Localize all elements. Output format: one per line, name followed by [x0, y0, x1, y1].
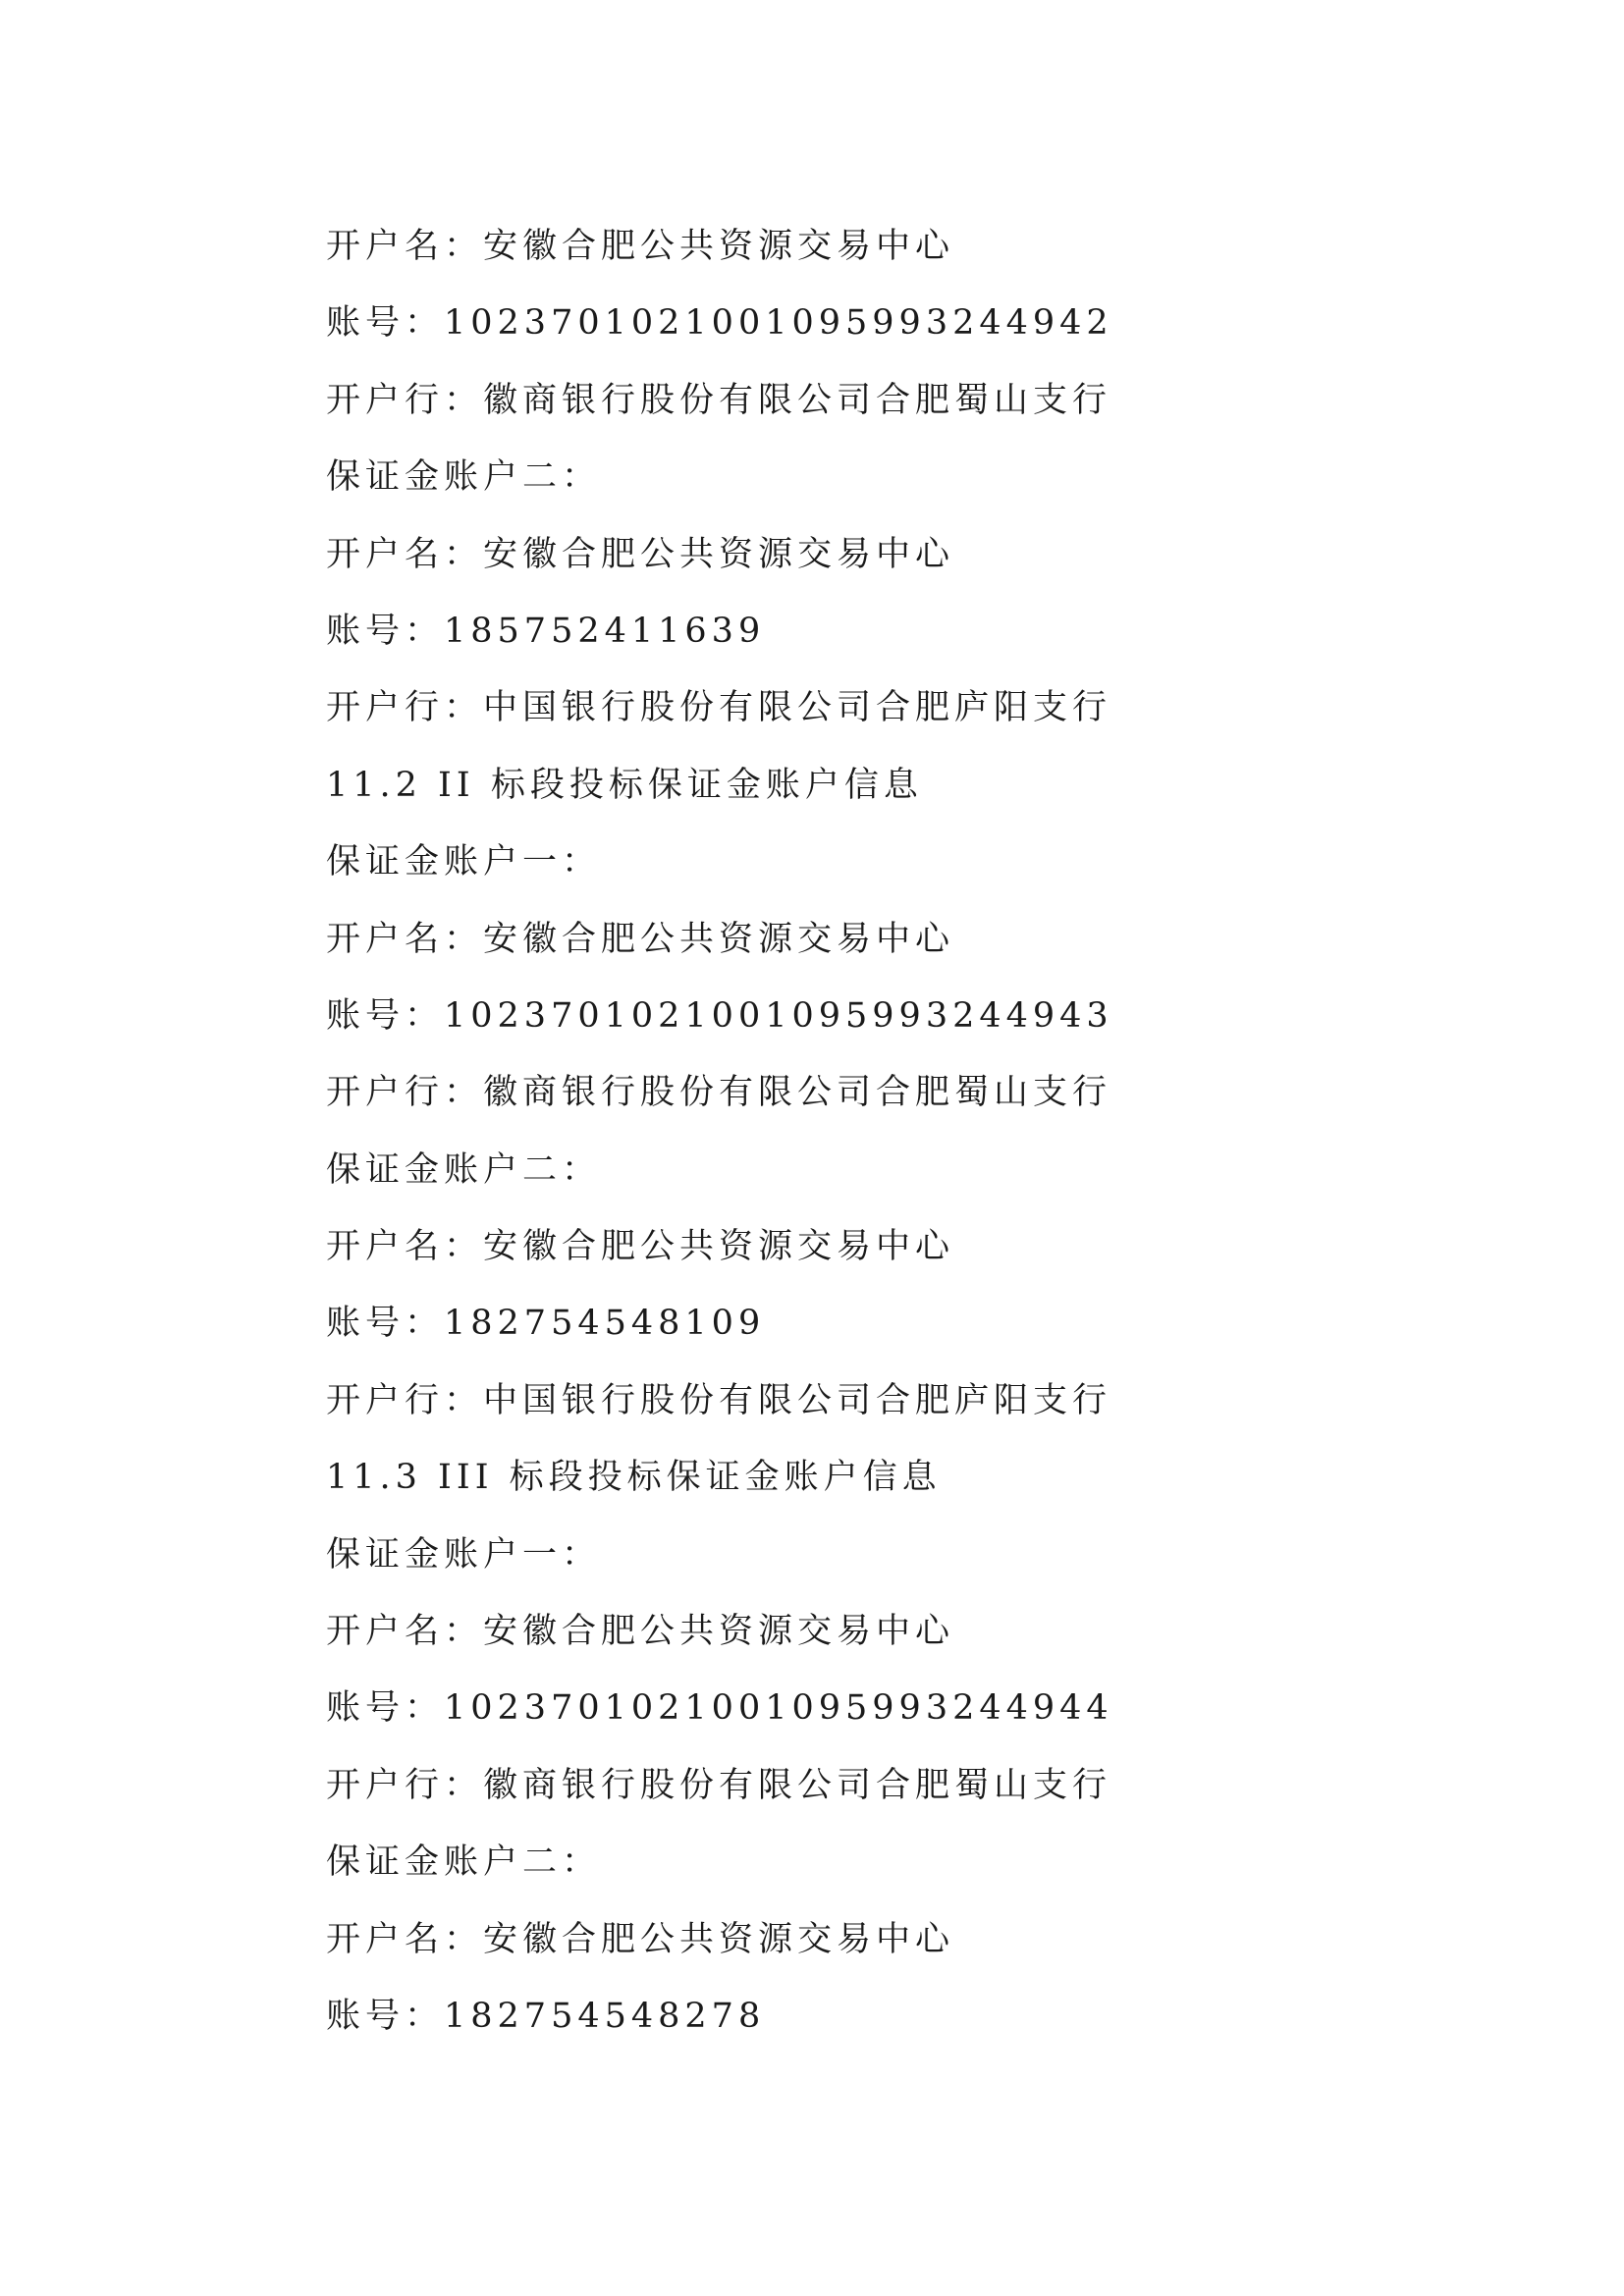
document-body — [326, 208, 1406, 2055]
account-number-line: 账号：1023701021001095993244944 — [326, 1688, 1113, 1729]
bank-branch-line: 开户行：徽商银行股份有限公司合肥蜀山支行 — [326, 1073, 1112, 1113]
account-number-line: 账号：102370102100109599324494​2 — [326, 303, 1113, 344]
account-name-line: 开户名：安徽合肥公共资源交易中心 — [326, 1919, 955, 1959]
deposit-account-heading: 保证金账户一： — [326, 1534, 602, 1575]
section-heading-11-2: 11.2 II 标段投标保证金账户信息 — [326, 765, 923, 805]
account-number-line: 账号：182754548278 — [326, 1996, 766, 2036]
account-name-line: 开户名：安徽合肥公共资源交易中心 — [326, 1227, 955, 1267]
deposit-account-heading: 保证金账户二： — [326, 1149, 602, 1190]
bank-branch-line: 开户行：徽商银行股份有限公司合肥蜀山支行 — [326, 1765, 1112, 1805]
account-name-line: 开户名：安徽合肥公共资源交易中心 — [326, 1612, 955, 1652]
deposit-account-heading: 保证金账户二： — [326, 1842, 602, 1883]
bank-branch-line: 开户行：徽商银行股份有限公司合肥蜀山支行 — [326, 380, 1112, 420]
deposit-account-heading: 保证金账户二： — [326, 457, 602, 498]
account-number-line: 账号：182754548109 — [326, 1304, 766, 1344]
deposit-account-heading: 保证金账户一： — [326, 842, 602, 882]
account-number-line: 账号：185752411639 — [326, 611, 766, 651]
account-number-line: 账号：1023701021001095993244943 — [326, 995, 1113, 1036]
bank-branch-line: 开户行：中国银行股份有限公司合肥庐阳支行 — [326, 1380, 1112, 1420]
account-name-line: 开户名：安徽合肥公共资源交易中心 — [326, 919, 955, 959]
account-name-line: 开户名：安徽合肥公共资源交易中心 — [326, 227, 955, 266]
account-name-line: 开户名：安徽合肥公共资源交易中心 — [326, 534, 955, 574]
bank-branch-line: 开户行：中国银行股份有限公司合肥庐阳支行 — [326, 688, 1112, 728]
section-heading-11-3: 11.3 III 标段投标保证金账户信息 — [326, 1458, 942, 1498]
